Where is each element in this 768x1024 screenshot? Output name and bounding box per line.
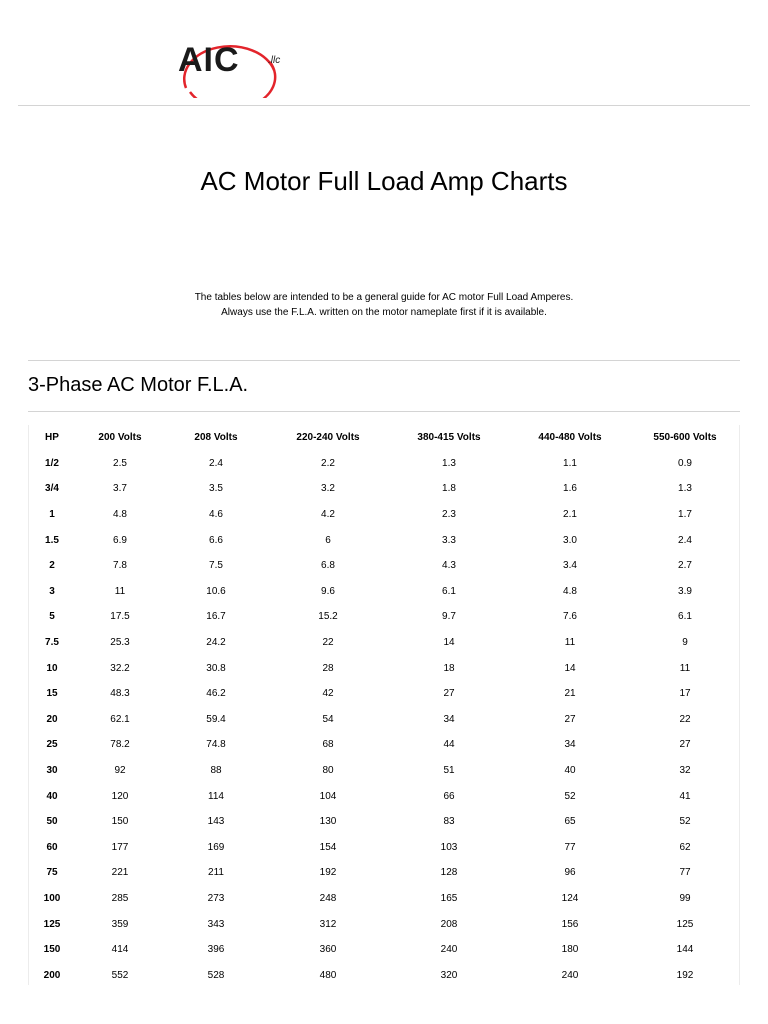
table-cell-amps: 11 <box>564 637 576 649</box>
table-cell-amps: 6.8 <box>321 560 335 572</box>
table-cell-amps: 4.2 <box>321 509 335 521</box>
table-cell-amps: 3.9 <box>678 585 692 597</box>
table-cell-amps: 68 <box>322 739 334 751</box>
table-cell-amps: 192 <box>319 867 337 879</box>
table-cell-amps: 4.3 <box>442 560 456 572</box>
table-cell-amps: 80 <box>322 765 334 777</box>
table-cell-amps: 414 <box>111 944 129 956</box>
table-cell-amps: 211 <box>208 867 224 879</box>
table-cell-amps: 0.9 <box>678 457 692 469</box>
table-cell-amps: 14 <box>443 637 455 649</box>
table-cell-amps: 6.1 <box>678 611 692 623</box>
table-cell-amps: 62 <box>679 841 691 853</box>
table-row <box>28 630 740 656</box>
table-cell-amps: 144 <box>676 944 694 956</box>
table-cell-amps: 27 <box>679 739 691 751</box>
table-cell-amps: 6.9 <box>113 534 127 546</box>
table-cell-hp: 30 <box>46 765 58 777</box>
table-cell-amps: 143 <box>207 816 225 828</box>
table-header-row <box>28 425 740 451</box>
table-cell-amps: 177 <box>111 841 129 853</box>
table-cell-amps: 46.2 <box>206 688 226 700</box>
table-row <box>28 937 740 963</box>
header-550-600v: 550-600 Volts <box>653 432 717 444</box>
table-cell-amps: 99 <box>679 892 691 904</box>
intro-line-1: The tables below are intended to be a general guide for AC motor Full Load Amperes. <box>194 292 574 303</box>
table-cell-amps: 28 <box>322 662 334 674</box>
table-cell-amps: 62.1 <box>110 713 130 725</box>
table-cell-hp: 100 <box>43 892 61 904</box>
table-row <box>28 476 740 502</box>
table-cell-amps: 88 <box>210 765 222 777</box>
table-cell-amps: 74.8 <box>206 739 226 751</box>
table-cell-amps: 32 <box>679 765 691 777</box>
table-cell-amps: 51 <box>443 765 455 777</box>
table-row <box>28 886 740 912</box>
table-cell-amps: 240 <box>561 969 579 981</box>
table-cell-hp: 25 <box>46 739 58 751</box>
table-cell-amps: 96 <box>564 867 576 879</box>
table-cell-amps: 83 <box>443 816 455 828</box>
table-cell-hp: 1 <box>49 509 55 521</box>
table-cell-hp: 1/2 <box>45 457 59 469</box>
table-cell-hp: 5 <box>49 611 55 623</box>
table-cell-hp: 200 <box>43 969 61 981</box>
table-cell-amps: 273 <box>207 892 225 904</box>
table-cell-amps: 21 <box>564 688 576 700</box>
table-cell-hp: 10 <box>46 662 58 674</box>
table-cell-amps: 40 <box>564 765 576 777</box>
section-title: 3-Phase AC Motor F.L.A. <box>28 374 249 396</box>
fla-table <box>28 425 740 988</box>
table-cell-amps: 2.3 <box>442 509 456 521</box>
table-row <box>28 655 740 681</box>
table-cell-amps: 11 <box>679 662 691 674</box>
table-cell-amps: 6 <box>325 534 331 546</box>
table-cell-hp: 3/4 <box>45 483 59 495</box>
table-cell-amps: 2.2 <box>321 457 335 469</box>
table-cell-amps: 1.7 <box>678 509 692 521</box>
table-cell-amps: 150 <box>111 816 129 828</box>
table-cell-amps: 3.2 <box>321 483 335 495</box>
table-cell-hp: 20 <box>46 713 58 725</box>
table-row <box>28 962 740 988</box>
header-220-240v: 220-240 Volts <box>296 432 360 444</box>
table-cell-amps: 1.1 <box>563 457 577 469</box>
table-cell-amps: 2.5 <box>113 457 127 469</box>
section-bottom-divider <box>28 411 740 412</box>
table-cell-amps: 9 <box>682 637 688 649</box>
table-cell-amps: 7.6 <box>563 611 577 623</box>
aic-logo <box>172 30 287 98</box>
table-cell-amps: 528 <box>207 969 225 981</box>
table-row <box>28 911 740 937</box>
table-cell-amps: 285 <box>111 892 129 904</box>
table-cell-amps: 114 <box>208 790 224 802</box>
table-row <box>28 579 740 605</box>
table-cell-amps: 77 <box>564 841 576 853</box>
table-cell-amps: 124 <box>561 892 579 904</box>
table-cell-amps: 42 <box>322 688 334 700</box>
table-cell-amps: 14 <box>564 662 576 674</box>
table-cell-amps: 9.7 <box>442 611 456 623</box>
table-cell-amps: 221 <box>111 867 129 879</box>
table-cell-amps: 65 <box>564 816 576 828</box>
table-cell-hp: 125 <box>43 918 61 930</box>
table-cell-amps: 2.7 <box>678 560 692 572</box>
table-cell-amps: 34 <box>564 739 576 751</box>
table-cell-hp: 1.5 <box>45 534 59 546</box>
table-cell-amps: 10.6 <box>206 585 226 597</box>
table-row <box>28 860 740 886</box>
table-cell-amps: 154 <box>319 841 337 853</box>
table-cell-amps: 34 <box>443 713 455 725</box>
table-row <box>28 604 740 630</box>
table-cell-amps: 4.6 <box>209 509 223 521</box>
table-cell-hp: 150 <box>43 944 61 956</box>
table-row <box>28 732 740 758</box>
table-cell-amps: 128 <box>440 867 458 879</box>
table-cell-amps: 3.0 <box>563 534 577 546</box>
intro-line-2: Always use the F.L.A. written on the motor nameplate first if it is available. <box>221 307 547 318</box>
table-cell-amps: 1.6 <box>563 483 577 495</box>
table-cell-amps: 359 <box>111 918 129 930</box>
header-hp: HP <box>45 432 59 444</box>
table-cell-amps: 17 <box>679 688 691 700</box>
table-cell-amps: 320 <box>440 969 458 981</box>
table-cell-amps: 3.7 <box>113 483 127 495</box>
table-cell-amps: 130 <box>319 816 337 828</box>
table-cell-amps: 15.2 <box>318 611 338 623</box>
table-cell-hp: 3 <box>49 585 55 597</box>
table-cell-amps: 104 <box>319 790 337 802</box>
table-cell-hp: 15 <box>46 688 58 700</box>
table-row <box>28 451 740 477</box>
table-cell-amps: 3.4 <box>563 560 577 572</box>
table-cell-amps: 92 <box>114 765 126 777</box>
table-cell-amps: 248 <box>319 892 337 904</box>
table-row <box>28 783 740 809</box>
table-cell-amps: 17.5 <box>110 611 130 623</box>
table-cell-amps: 30.8 <box>206 662 226 674</box>
table-cell-amps: 2.4 <box>678 534 692 546</box>
table-cell-amps: 169 <box>207 841 225 853</box>
header-380-415v: 380-415 Volts <box>417 432 481 444</box>
table-cell-amps: 48.3 <box>110 688 130 700</box>
table-cell-hp: 2 <box>49 560 55 572</box>
table-cell-amps: 480 <box>319 969 337 981</box>
table-row <box>28 758 740 784</box>
table-cell-amps: 2.4 <box>209 457 223 469</box>
header-208v: 208 Volts <box>194 432 238 444</box>
table-cell-amps: 7.5 <box>209 560 223 572</box>
table-cell-amps: 22 <box>679 713 691 725</box>
table-cell-amps: 77 <box>679 867 691 879</box>
table-row <box>28 809 740 835</box>
table-cell-amps: 59.4 <box>206 713 226 725</box>
header-divider <box>18 105 750 106</box>
table-cell-amps: 6.6 <box>209 534 223 546</box>
table-cell-amps: 44 <box>443 739 455 751</box>
table-cell-amps: 156 <box>561 918 579 930</box>
table-cell-hp: 40 <box>46 790 58 802</box>
table-cell-amps: 6.1 <box>442 585 456 597</box>
table-cell-hp: 60 <box>46 841 58 853</box>
table-row <box>28 502 740 528</box>
table-cell-hp: 50 <box>46 816 58 828</box>
table-cell-amps: 396 <box>207 944 225 956</box>
table-cell-amps: 24.2 <box>206 637 226 649</box>
logo-wordmark: AIC <box>178 41 240 79</box>
table-cell-amps: 120 <box>111 790 129 802</box>
table-cell-amps: 240 <box>440 944 458 956</box>
table-cell-hp: 7.5 <box>45 637 59 649</box>
header-440-480v: 440-480 Volts <box>538 432 602 444</box>
table-cell-amps: 41 <box>679 790 691 802</box>
table-cell-amps: 208 <box>440 918 458 930</box>
table-cell-amps: 343 <box>207 918 225 930</box>
table-body <box>28 451 740 988</box>
table-cell-amps: 11 <box>114 585 126 597</box>
table-cell-amps: 552 <box>111 969 129 981</box>
table-cell-amps: 16.7 <box>206 611 226 623</box>
table-cell-amps: 192 <box>676 969 694 981</box>
table-cell-amps: 25.3 <box>110 637 130 649</box>
table-cell-hp: 75 <box>46 867 58 879</box>
table-cell-amps: 4.8 <box>113 509 127 521</box>
table-cell-amps: 9.6 <box>321 585 335 597</box>
table-cell-amps: 1.8 <box>442 483 456 495</box>
table-cell-amps: 32.2 <box>110 662 130 674</box>
table-row <box>28 553 740 579</box>
table-cell-amps: 165 <box>440 892 458 904</box>
logo-tagline: .llc <box>268 55 281 66</box>
table-cell-amps: 7.8 <box>113 560 127 572</box>
table-cell-amps: 1.3 <box>442 457 456 469</box>
table-cell-amps: 2.1 <box>563 509 577 521</box>
page-title: AC Motor Full Load Amp Charts <box>200 166 568 196</box>
header-200v: 200 Volts <box>98 432 142 444</box>
section-top-divider <box>28 360 740 361</box>
table-cell-amps: 66 <box>443 790 455 802</box>
table-cell-amps: 52 <box>564 790 576 802</box>
table-cell-amps: 27 <box>564 713 576 725</box>
table-cell-amps: 52 <box>679 816 691 828</box>
table-cell-amps: 54 <box>322 713 334 725</box>
table-cell-amps: 4.8 <box>563 585 577 597</box>
table-row <box>28 707 740 733</box>
table-cell-amps: 3.5 <box>209 483 223 495</box>
table-row <box>28 835 740 861</box>
table-cell-amps: 103 <box>440 841 458 853</box>
table-cell-amps: 3.3 <box>442 534 456 546</box>
table-cell-amps: 312 <box>319 918 337 930</box>
table-cell-amps: 125 <box>676 918 694 930</box>
intro-text <box>0 290 768 320</box>
table-cell-amps: 27 <box>443 688 455 700</box>
table-cell-amps: 1.3 <box>678 483 692 495</box>
table-cell-amps: 22 <box>322 637 334 649</box>
table-cell-amps: 18 <box>443 662 455 674</box>
table-row <box>28 527 740 553</box>
table-cell-amps: 360 <box>319 944 337 956</box>
table-cell-amps: 78.2 <box>110 739 130 751</box>
table-cell-amps: 180 <box>561 944 579 956</box>
table-row <box>28 681 740 707</box>
